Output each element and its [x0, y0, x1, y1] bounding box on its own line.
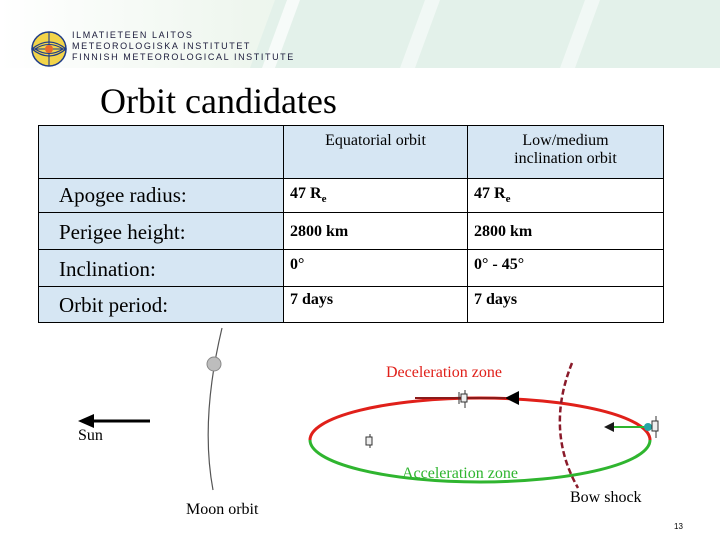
table-header-inclined: Low/medium inclination orbit [468, 126, 664, 179]
fmi-logo-text [72, 30, 295, 63]
cell-inclined: 47 $R_e$ [468, 179, 664, 213]
moon-orbit-line [208, 328, 222, 490]
table-row [39, 250, 664, 287]
cell-equatorial: 2800 km [284, 213, 468, 250]
cell-equatorial: 0° [284, 250, 468, 287]
moon-icon [207, 357, 221, 371]
deceleration-arc [310, 398, 650, 440]
sun-arrow-head-icon [78, 414, 94, 428]
table-row [39, 287, 664, 323]
page-number: 13 [674, 522, 683, 531]
acceleration-zone-label: Acceleration zone [402, 465, 518, 482]
sun-label: Sun [78, 427, 103, 444]
table-row [39, 179, 664, 213]
logo-line: ILMATIETEEN LAITOS [72, 30, 194, 40]
cell-inclined: 0° - 45° [468, 250, 664, 287]
bow-shock-label: Bow shock [570, 489, 642, 506]
table-row [39, 213, 664, 250]
deceleration-arrow-icon [505, 391, 519, 405]
logo-line: FINNISH METEOROLOGICAL INSTITUTE [72, 52, 295, 62]
page-title: Orbit candidates [100, 81, 337, 121]
cell-inclined: 7 days [468, 287, 664, 323]
cell-inclined: 2800 km [468, 213, 664, 250]
table-header-equatorial: Equatorial orbit [284, 126, 468, 179]
logo-line: METEOROLOGISKA INSTITUTET [72, 41, 252, 51]
row-label: Perigee height: [39, 213, 284, 250]
moon-orbit-label: Moon orbit [186, 501, 259, 518]
table-header-empty [39, 126, 284, 179]
cell-equatorial: 47 $R_e$ [284, 179, 468, 213]
row-label: Apogee radius: [39, 179, 284, 213]
row-label: Inclination: [39, 250, 284, 287]
deceleration-zone-label: Deceleration zone [386, 364, 502, 381]
table-header-row [39, 126, 664, 179]
cell-equatorial: 7 days [284, 287, 468, 323]
row-label: Orbit period: [39, 287, 284, 323]
acceleration-arrow-icon [604, 422, 614, 432]
satellite-icon [652, 416, 658, 438]
satellite-icon [366, 434, 372, 448]
orbit-table [38, 125, 664, 323]
bow-shock-line [560, 363, 578, 488]
fmi-logo-icon [30, 30, 68, 68]
